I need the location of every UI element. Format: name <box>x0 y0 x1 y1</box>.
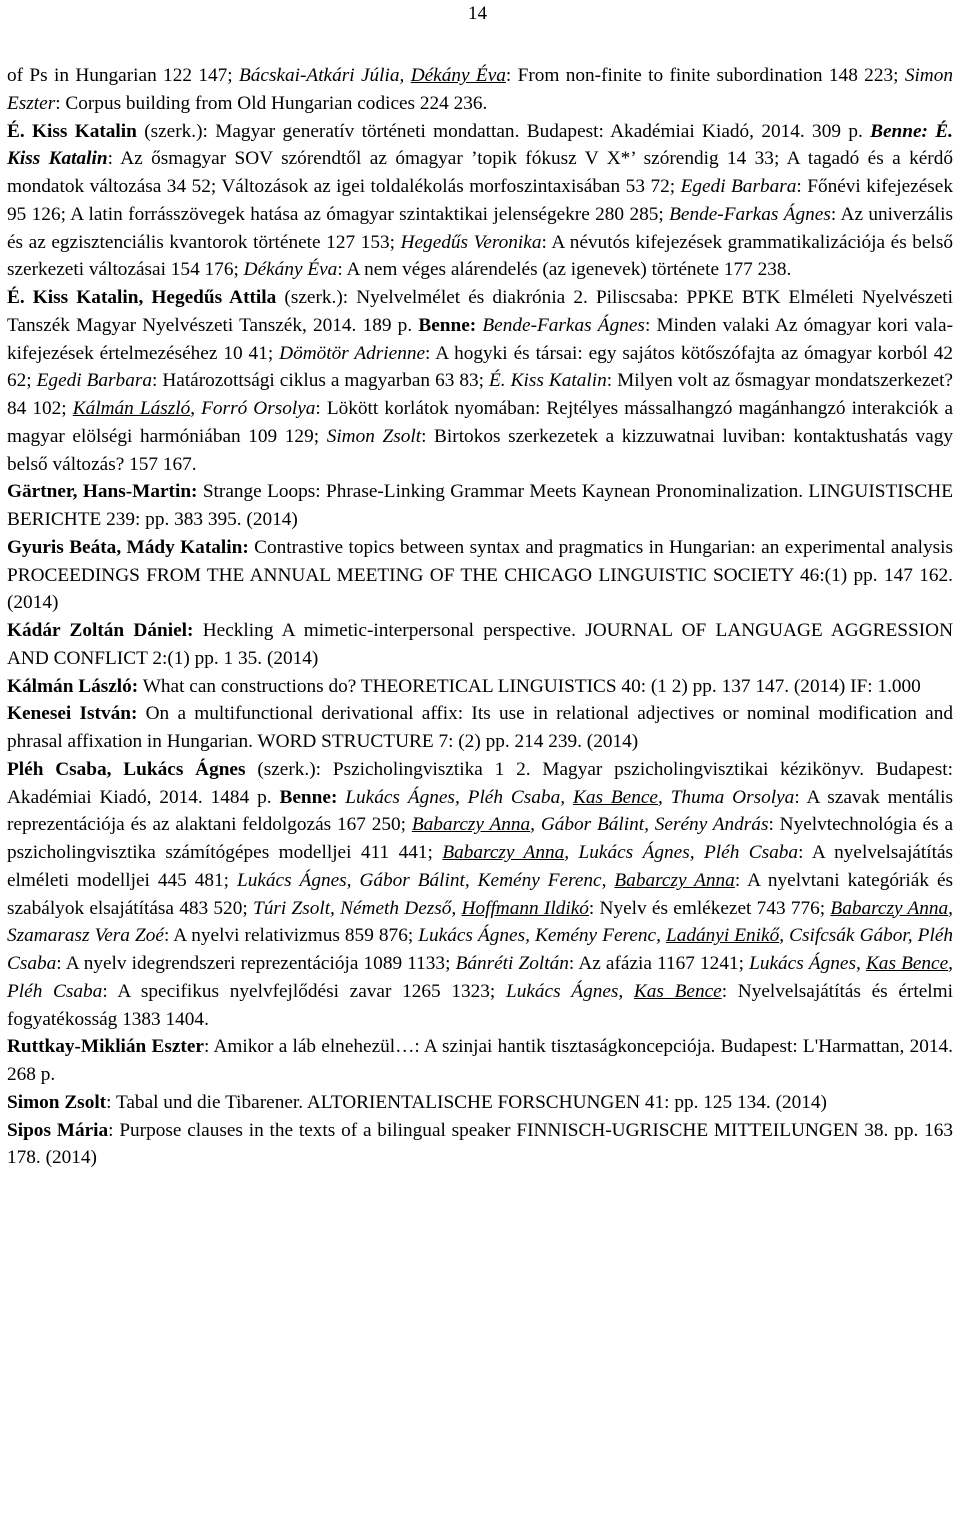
entry-text-segment: : Az univerzális és az egzisztenciális kvantorok története 127 153; <box>7 203 953 253</box>
entry-text-segment: Lukács Ágnes, Kemény Ferenc, <box>418 925 666 947</box>
entry-text-segment: Bánréti Zoltán <box>455 953 569 974</box>
entry-text-segment: On a multifunctional derivational affix: Its use in relational adjectives or nominal modification and phrasal affixation in Hungarian. WORD STRUCTURE 7: (2) pp. 214 239. (2014) <box>7 703 953 752</box>
entry-text-segment: Egedi Barbara <box>680 176 797 197</box>
entry-text-segment: Kálmán László <box>72 398 191 419</box>
entry-text-segment: , Gábor Bálint, Serény András <box>530 814 769 836</box>
entry-text-segment: : A nyelvelsajátítás elméleti modelljei 445 481; <box>7 842 953 891</box>
entry-text-segment: : A szavak mentális reprezentációja és az alaktani feldolgozás 167 250; <box>7 786 953 836</box>
entry-text-segment: Babarczy Anna <box>411 814 531 836</box>
entry-text-segment: : Amikor a láb elnehezül…: A szinjai hantik tisztaságkoncepciója. Budapest: L'Harmattan, 2014. 268 p. <box>7 1036 953 1085</box>
entry-text-segment: Dékány Éva <box>243 259 338 281</box>
entry-text-segment: : A hogyki és társai: egy sajátos kötőszófajta az ómagyar korból 42 62; <box>7 342 954 392</box>
entry-text-segment: Strange Loops: Phrase-Linking Grammar Meets Kaynean Pronominalization. LINGUISTISCHE BERICHTE 239: pp. 383 395. (2014) <box>7 481 953 530</box>
entry-kalman <box>7 673 953 701</box>
entry-text-segment: : Nyelv és emlékezet 743 776; <box>588 897 831 919</box>
entry-text-segment: Kas Bence <box>572 786 658 808</box>
entry-simon <box>7 1089 953 1117</box>
bibliography-list <box>7 62 953 1172</box>
entry-text-segment: Babarczy Anna <box>614 869 735 891</box>
entry-text-segment: : A nyelvtani kategóriák és szabályok elsajátítása 483 520; <box>7 869 954 919</box>
entry-text-segment: É. Kiss Katalin, Hegedűs Attila <box>7 287 277 308</box>
entry-pleh-lukacs <box>7 756 953 1034</box>
entry-text-segment: : Birtokos szerkezetek a kizzuwatnai luviban: kontaktushatás vagy belső változás? 157 167. <box>7 425 954 475</box>
entry-text-segment: Hegedűs Veronika <box>400 231 542 253</box>
entry-gyuris <box>7 534 953 617</box>
entry-text-segment: Sipos Mária <box>7 1119 109 1141</box>
entry-text-segment: Benne: É. Kiss Katalin <box>7 120 953 170</box>
entry-text-segment: , Lukács Ágnes, Pléh Csaba <box>564 842 799 863</box>
entry-kiss-hegedus <box>7 284 953 478</box>
entry-text-segment: Simon Zsolt <box>326 425 422 447</box>
entry-text-segment: , Csifcsák Gábor, Pléh Csaba <box>7 925 954 974</box>
entry-text-segment: Kenesei István: <box>7 703 138 725</box>
entry-text-segment: , Szamarasz Vera Zoé <box>7 897 953 947</box>
entry-ruttkay <box>7 1033 953 1089</box>
entry-text-segment: Ruttkay-Miklián Eszter <box>7 1036 204 1058</box>
entry-gartner <box>7 478 953 534</box>
entry-text-segment: : Nyelvelsajátítás és értelmi fogyatékosság 1383 1404. <box>7 980 953 1030</box>
entry-text-segment: : Milyen volt az ősmagyar mondatszerkezet? 84 102; <box>7 370 953 419</box>
entry-text-segment: : Tabal und die Tibarener. ALTORIENTALISCHE FORSCHUNGEN 41: pp. 125 134. (2014) <box>106 1091 827 1113</box>
entry-text-segment: Lukács Ágnes, Gábor Bálint, Kemény Ferenc, <box>236 869 615 891</box>
entry-text-segment: Benne: <box>279 786 338 808</box>
entry-text-segment: Babarczy Anna <box>830 897 949 919</box>
entry-text-segment: : Főnévi kifejezések 95 126; A latin forrásszövegek hatása az ómagyar szintaktikai jelenségekre 280 285; <box>7 176 953 225</box>
entry-text-segment: Kas Bence <box>633 980 722 1002</box>
page-number: 14 <box>468 3 487 24</box>
entry-text-segment: Babarczy Anna <box>442 842 565 863</box>
entry-text-segment: , Pléh Csaba <box>7 953 953 1002</box>
entry-text-segment: Egedi Barbara <box>36 370 152 392</box>
entry-kenesei <box>7 700 953 756</box>
entry-text-segment: : A nyelvi relativizmus 859 876; <box>163 925 419 947</box>
entry-sipos <box>7 1117 953 1173</box>
entry-text-segment: Hoffmann Ildikó <box>461 897 589 919</box>
entry-text-segment: Kálmán László: <box>7 675 139 697</box>
entry-text-segment: , <box>190 398 202 419</box>
entry-text-segment: : From non-finite to finite subordination 148 223; <box>505 65 905 86</box>
entry-text-segment: Pléh Csaba, Lukács Ágnes <box>7 758 246 780</box>
entry-text-segment: Ladányi Enikő <box>665 925 780 947</box>
entry-text-segment: : Nyelvtechnológia és a pszicholingvisztika számítógépes modelljei 411 441; <box>7 814 954 863</box>
entry-text-segment: Lukács Ágnes, Pléh Csaba, <box>345 786 573 808</box>
entry-text-segment: : A nyelv idegrendszeri reprezentációja 1089 1133; <box>56 953 456 974</box>
entry-text-segment: Kas Bence <box>865 953 949 974</box>
entry-text-segment: Heckling A mimetic-interpersonal perspective. JOURNAL OF LANGUAGE AGGRESSION AND CONFLICT 2:(1) pp. 1 35. (2014) <box>7 620 953 669</box>
entry-text-segment: Benne: <box>418 314 477 336</box>
entry-continuation-1 <box>7 62 953 118</box>
entry-text-segment: Lukács Ágnes, <box>505 980 634 1002</box>
entry-text-segment: Túri Zsolt, Németh Dezső, <box>252 897 462 919</box>
entry-kadar <box>7 617 953 673</box>
entry-text-segment: Gyuris Beáta, Mády Katalin: <box>7 536 249 558</box>
entry-kiss-katalin <box>7 118 953 285</box>
entry-text-segment: : Határozottsági ciklus a magyarban 63 83; <box>151 370 490 392</box>
entry-text-segment: , Thuma Orsolya <box>657 786 795 808</box>
entry-text-segment: Bende-Farkas Ágnes <box>669 203 831 225</box>
entry-text-segment: : Az ősmagyar SOV szórendtől az ómagyar ’topik fókusz V X*’ szórendig 14 33; A tagadó és a kérdő mondatok változása 34 52; Változások az igei toldalékolás morfoszintaxisában 53 72; <box>7 148 953 197</box>
entry-text-segment: Forró Orsolya <box>201 398 316 419</box>
entry-text-segment: Simon Eszter <box>7 65 954 114</box>
entry-text-segment: Simon Zsolt <box>7 1091 107 1113</box>
entry-text-segment: : Lökött korlátok nyomában: Rejtélyes mássalhangzó magánhangzó interakciók a magyar elölségi harmóniában 109 129; <box>7 398 954 447</box>
entry-text-segment: (szerk.): Pszicholingvisztika 1 2. Magyar pszicholingvisztikai kézikönyv. Budapest: Akadémiai Kiadó, 2014. 1484 p. <box>7 758 953 808</box>
entry-text-segment: Bende-Farkas Ágnes <box>482 314 645 336</box>
entry-text-segment: : Az afázia 1167 1241; <box>568 953 750 974</box>
entry-text-segment: Lukács Ágnes, <box>749 953 866 974</box>
entry-text-segment: : Purpose clauses in the texts of a bilingual speaker FINNISCH-UGRISCHE MITTEILUNGEN 38. pp. 163 178. (2014) <box>7 1119 953 1169</box>
entry-text-segment: Dékány Éva <box>410 65 506 86</box>
entry-text-segment: (szerk.): Nyelvelmélet és diakrónia 2. Piliscsaba: PPKE BTK Elméleti Nyelvészeti Tanszék Magyar Nyelvészeti Tanszék, 2014. 189 p. <box>7 287 953 336</box>
entry-text-segment: : Minden valaki Az ómagyar kori vala- kifejezések értelmezéséhez 10 41; <box>7 314 954 364</box>
entry-text-segment: : Corpus building from Old Hungarian codices 224 236. <box>55 92 488 114</box>
entry-text-segment: É. Kiss Katalin <box>489 370 607 392</box>
entry-text-segment: Bácskai-Atkári Júlia, <box>238 65 411 86</box>
entry-text-segment: Dömötör Adrienne <box>279 342 426 364</box>
entry-text-segment: (szerk.): Magyar generatív történeti mondattan. Budapest: Akadémiai Kiadó, 2014. 309 p. <box>136 120 871 142</box>
entry-text-segment: What can constructions do? THEORETICAL LINGUISTICS 40: (1 2) pp. 137 147. (2014) IF: 1.000 <box>138 675 921 697</box>
entry-text-segment: : A névutós kifejezések grammatikalizációja és belső szerkezeti változásai 154 176; <box>7 231 954 281</box>
entry-text-segment: Gärtner, Hans-Martin: <box>7 481 198 503</box>
entry-text-segment: É. Kiss Katalin <box>7 120 137 142</box>
entry-text-segment: Contrastive topics between syntax and pragmatics in Hungarian: an experimental analysis PROCEEDINGS FROM THE ANNUAL MEETING OF THE CHICAGO LINGUISTIC SOCIETY 46:(1) pp. 147 162. (2014) <box>7 536 953 614</box>
entry-text-segment: : A specifikus nyelvfejlődési zavar 1265 1323; <box>102 980 506 1002</box>
entry-text-segment: of Ps in Hungarian 122 147; <box>7 65 239 86</box>
entry-text-segment: : A nem véges alárendelés (az igenevek) története 177 238. <box>337 259 792 281</box>
entry-text-segment: Kádár Zoltán Dániel: <box>7 620 194 641</box>
